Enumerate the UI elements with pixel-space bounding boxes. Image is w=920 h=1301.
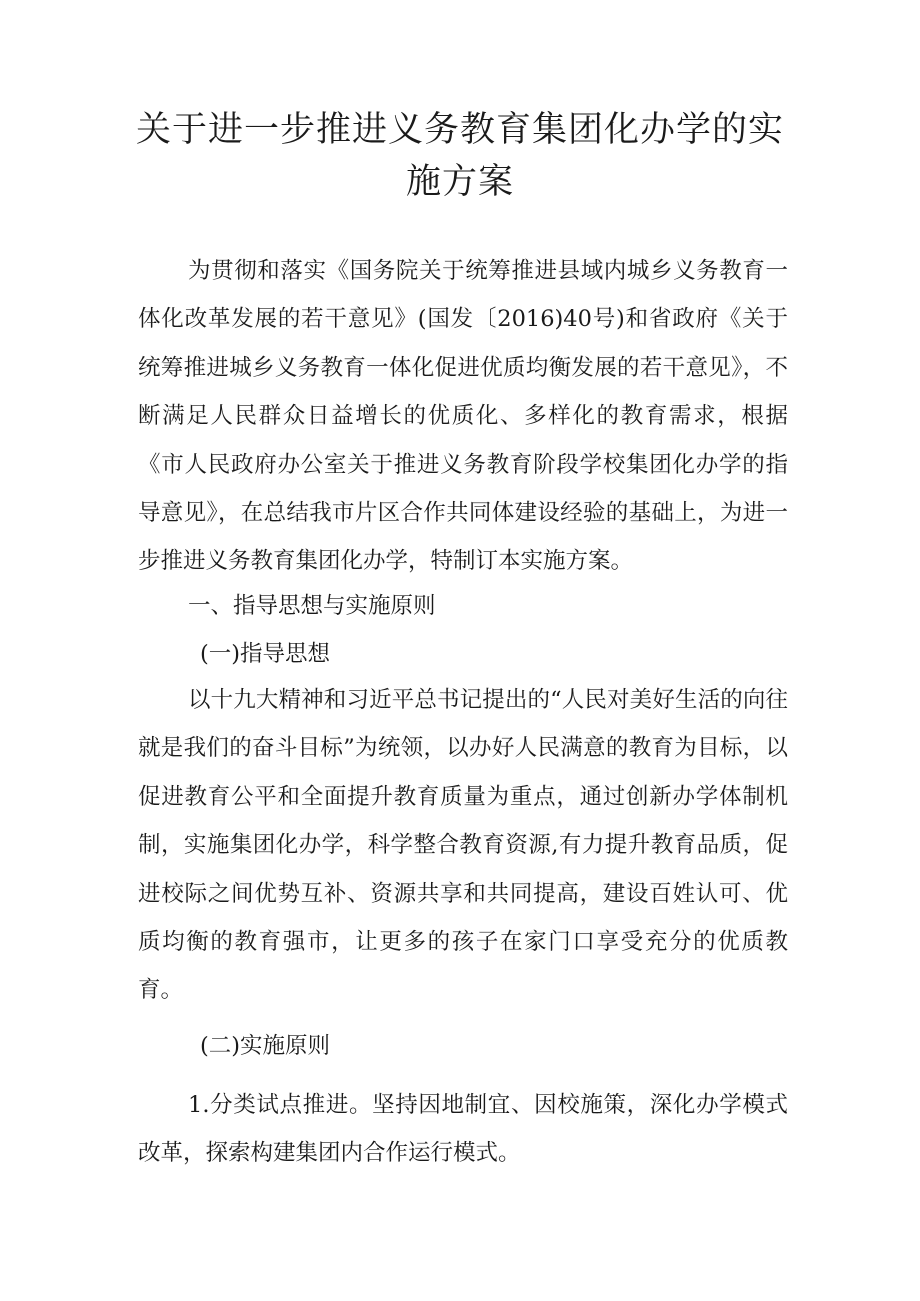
guiding-thought-paragraph: 以十九大精神和习近平总书记提出的“人民对美好生活的向往就是我们的奋斗目标”为统领，以办好人民满意的教育为目标，以促进教育公平和全面提升教育质量为重点，通过创新办学体制机制，实施集团化办学，科学整合教育资源,有力提升教育品质，促进校际之间优势互补、资源共享和共同提高，建设百姓认可、优质均衡的教育强市，让更多的孩子在家门口享受充分的优质教育。: [138, 687, 788, 1004]
intro-paragraph: 为贯彻和落实《国务院关于统筹推进县域内城乡义务教育一体化改革发展的若干意见》(国发〔2016)40号)和省政府《关于统筹推进城乡义务教育一体化促进优质均衡发展的若干意见》，不断满足人民群众日益增长的优质化、多样化的教育需求，根据《市人民政府办公室关于推进义务教育阶段学校集团化办学的指导意见》，在总结我市片区合作共同体建设经验的基础上，为进一步推进义务教育集团化办学，特制订本实施方案。: [138, 258, 788, 575]
principle-1-paragraph: 1.分类试点推进。坚持因地制宜、因校施策，深化办学模式改革，探索构建集团内合作运行模式。: [138, 1092, 788, 1167]
title-line-1: 关于进一步推进义务教育集团化办学的实: [135, 110, 784, 150]
document-title: [120, 104, 800, 208]
title-line-2: 施方案: [405, 162, 514, 202]
section-1-heading: 一、指导思想与实施原则: [188, 593, 436, 619]
subsection-2-heading: (二)实施原则: [200, 1033, 331, 1059]
subsection-1-heading: (一)指导思想: [200, 641, 331, 667]
